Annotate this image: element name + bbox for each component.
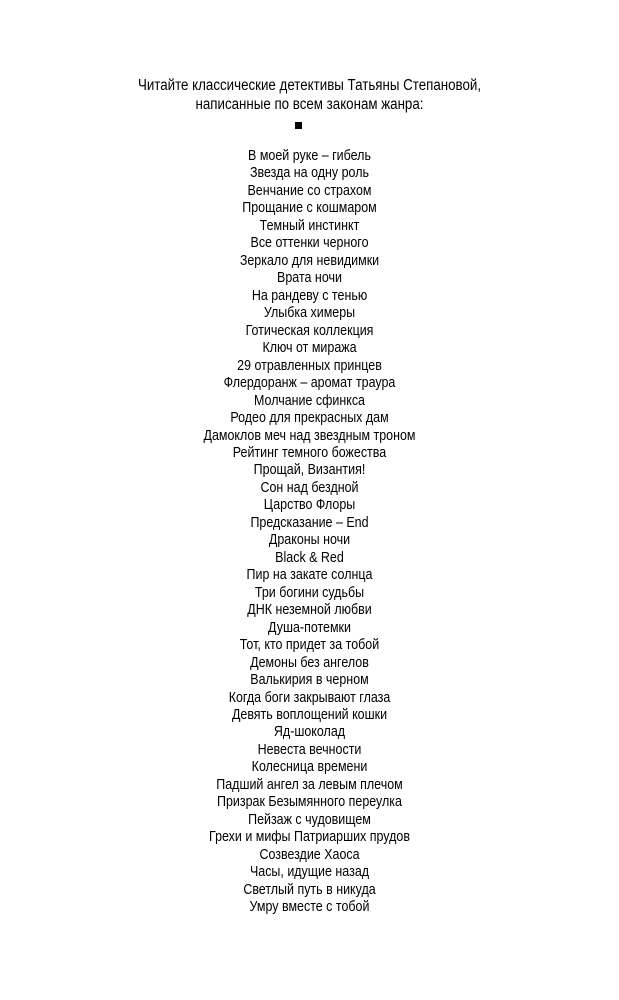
book-title-list — [43, 148, 575, 917]
book-title-item: Предсказание – End — [250, 514, 369, 531]
square-bullet-icon — [295, 122, 302, 129]
book-title-item: Прощай, Византия! — [253, 462, 366, 479]
book-title-item: Пейзаж с чудовищем — [248, 811, 371, 828]
book-title-item: ДНК неземной любви — [247, 602, 372, 619]
book-title-item: Дамоклов меч над звездным троном — [203, 427, 416, 444]
intro-line-2: написанные по всем законам жанра: — [195, 96, 424, 113]
book-title-item: Умру вместе с тобой — [249, 899, 370, 916]
book-title-item: Звезда на одну роль — [249, 165, 369, 182]
book-title-item: Созвездие Хаоса — [259, 846, 360, 863]
book-title-item: Все оттенки черного — [250, 235, 369, 252]
book-title-item: На рандеву с тенью — [251, 287, 368, 304]
book-title-item: Врата ночи — [277, 270, 342, 287]
book-title-item: Прощание с кошмаром — [242, 200, 377, 217]
book-title-item: Венчание со страхом — [247, 182, 372, 199]
book-title-item: Невеста вечности — [257, 741, 362, 758]
book-title-item: Колесница времени — [251, 759, 368, 776]
book-title-item: Зеркало для невидимки — [239, 252, 380, 269]
book-title-item: Темный инстинкт — [259, 217, 360, 234]
book-title-item: Когда боги закрывают глаза — [228, 689, 391, 706]
book-title-item: Девять воплощений кошки — [231, 707, 388, 723]
book-title-item: Светлый путь в никуда — [243, 881, 376, 898]
book-title-item: Улыбка химеры — [263, 305, 356, 322]
book-title-item: Яд-шоколад — [273, 724, 346, 741]
book-title-item: Флердоранж – аромат траура — [223, 375, 396, 392]
book-title-item: Душа-потемки — [268, 619, 351, 636]
book-title-item: Сон над бездной — [260, 479, 359, 496]
book-title-item: Тот, кто придет за тобой — [239, 637, 380, 654]
book-title-item: Готическая коллекция — [245, 322, 374, 339]
intro-line-1: Читайте классические детективы Татьяны Степановой, — [137, 77, 482, 94]
book-title-item: Рейтинг темного божества — [232, 444, 387, 461]
book-title-item: Часы, идущие назад — [249, 864, 370, 881]
book-title-item: Грехи и мифы Патриарших прудов — [209, 829, 410, 846]
book-title-item: Призрак Безымянного переулка — [217, 794, 402, 811]
book-title-item: В моей руке – гибель — [248, 148, 371, 164]
book-title-item: Молчание сфинкса — [254, 392, 365, 409]
book-title-item: Три богини судьбы — [254, 584, 365, 601]
intro-text — [43, 76, 575, 114]
book-title-item: Царство Флоры — [263, 497, 356, 514]
book-title-item: Black & Red — [275, 549, 344, 566]
book-title-item: Родео для прекрасных дам — [230, 410, 389, 427]
book-title-item: Валькирия в черном — [250, 672, 369, 689]
book-title-item: 29 отравленных принцев — [237, 357, 382, 374]
book-title-item: Демоны без ангелов — [250, 654, 369, 671]
book-title-item: Падший ангел за левым плечом — [216, 776, 403, 793]
book-title-item: Драконы ночи — [268, 532, 351, 549]
book-title-item: Пир на закате солнца — [246, 567, 373, 584]
book-title-item: Ключ от миража — [262, 340, 357, 357]
